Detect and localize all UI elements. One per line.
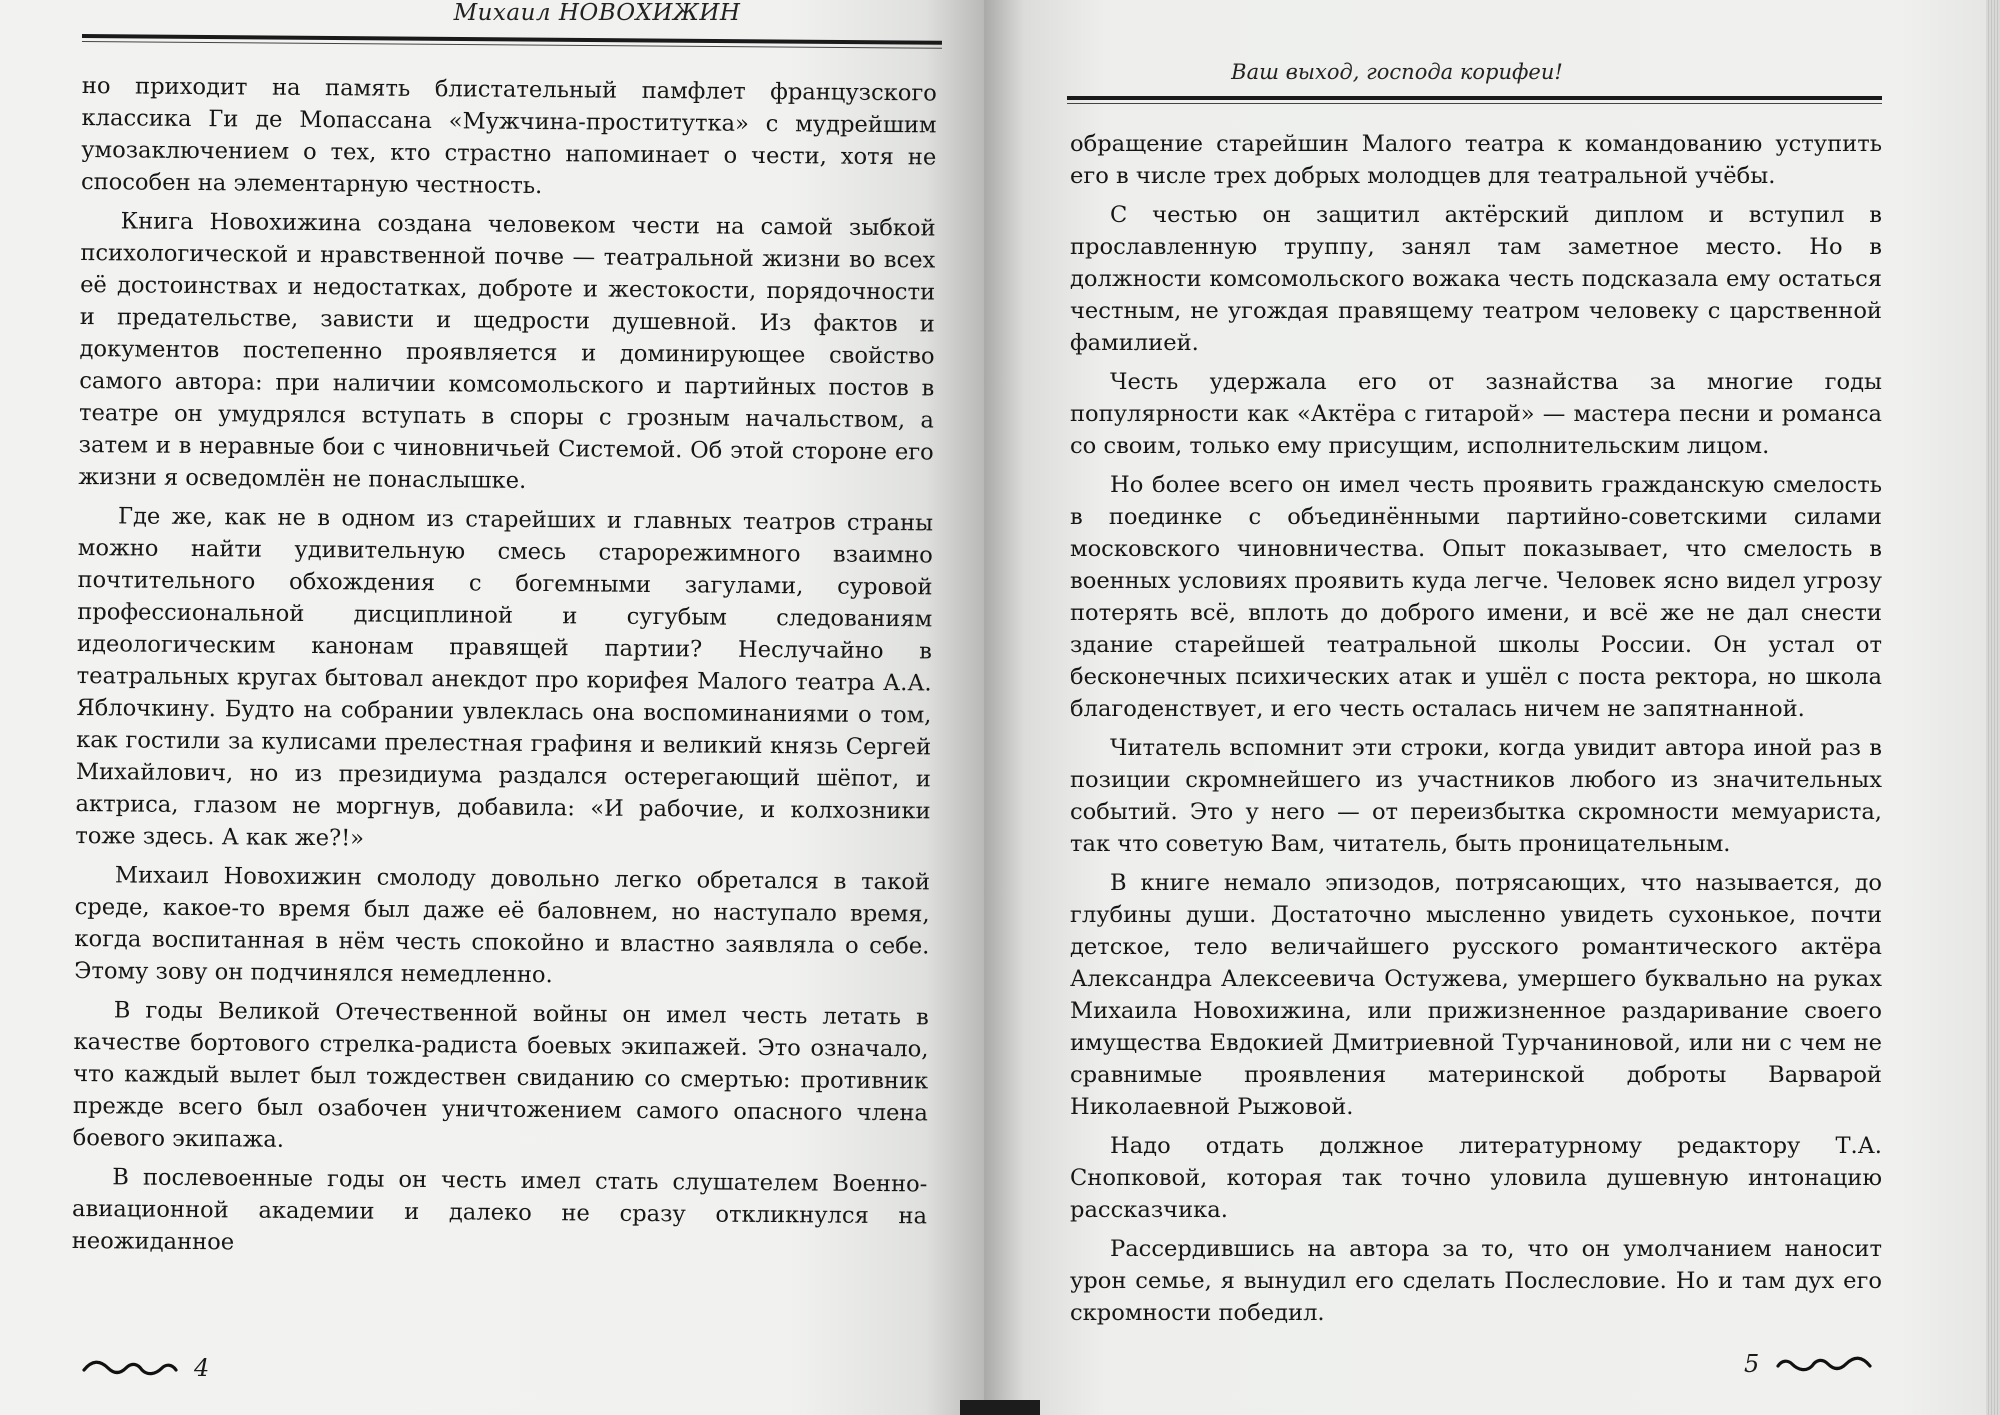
running-header-left <box>82 0 942 62</box>
page-edges <box>1986 0 2000 1415</box>
paragraph: В послевоенные годы он честь имел стать слушателем Военно-авиационной академии и далеко не сразу откликнулся на неожиданное <box>71 1164 928 1256</box>
paragraph: С честью он защитил актёрский диплом и вступил в прославленную труппу, занял там заметное место. Но в должности комсомольского вожака честь подсказала ему остаться честным, не угождая правящему театром человеку с царственной фамилией. <box>1070 202 1882 356</box>
left-page <box>0 0 984 1415</box>
paragraph: В книге немало эпизодов, потрясающих, что называется, до глубины души. Достаточно мысленно увидеть сухонькое, почти детское, тело величайшего русского романтического актёра Александра Алексеевича Остужева, умершего буквально на руках Михаила Новохижина, или прижизненное раздаривание своего имущества Евдокией Дмитриевной Турчаниновой, или ни с чем не сравнимые проявления материнской доброты Варварой Николаевной Рыжовой. <box>1070 870 1882 1120</box>
header-rule-thin <box>1067 103 1882 104</box>
header-rule <box>1067 96 1882 100</box>
gutter-shadow <box>960 1400 1040 1415</box>
paragraph: обращение старейшин Малого театра к командованию уступить его в числе трех добрых молодцев для театральной учёбы. <box>1070 131 1882 189</box>
header-rule <box>82 34 942 45</box>
paragraph: Михаил Новохижин смолоду довольно легко обретался в такой среде, какое-то время был даже её баловнем, но наступало время, когда воспитанная в нём честь спокойно и властно заявляла о себе. Этому зову он подчинялся немедленно. <box>74 862 931 989</box>
paragraph: В годы Великой Отечественной войны он имел честь летать в качестве бортового стрелка-радиста боевых экипажей. Это означало, что каждый вылет был тождествен свиданию со смертью: противник прежде всего был озабочен уничтожением самого опасного члена боевого экипажа. <box>72 997 929 1153</box>
body-text-left <box>72 70 937 1271</box>
page-number-left: 4 <box>194 1354 210 1382</box>
paragraph: Честь удержала его от зазнайства за многие годы популярности как «Актёра с гитарой» — мастера песни и романса со своим, только ему присущим, исполнительским лицом. <box>1070 369 1882 459</box>
paragraph: Надо отдать должное литературному редактору Т.А. Снопковой, которая так точно уловила душевную интонацию рассказчика. <box>1070 1133 1882 1223</box>
flourish-ornament-icon <box>1776 1354 1872 1378</box>
header-title-left: Михаил НОВОХИЖИН <box>453 0 741 26</box>
page-footer-right <box>1744 1350 1879 1384</box>
right-page <box>984 0 2000 1415</box>
flourish-ornament-icon <box>82 1358 178 1382</box>
paragraph: Читатель вспомнит эти строки, когда увидит автора иной раз в позиции скромнейшего из участников любого из значительных событий. Это у него — от переизбытка скромности мемуариста, так что советую Вам, читатель, быть проницательным. <box>1070 735 1882 857</box>
page-number-right: 5 <box>1744 1350 1760 1378</box>
body-text-right <box>1070 128 1882 1336</box>
running-header-right <box>1067 60 1882 110</box>
paragraph: Книга Новохижина создана человеком чести на самой зыбкой психологической и нравственной почве — театральной жизни во всех её достоинствах и недостатках, доброте и жестокости, порядочности и предательстве, зависти и щедрости душевной. Из фактов и документов постепенно проявляется и доминирующее свойство самого автора: при наличии комсомольского и партийных постов в театре он умудрялся вступать в споры с грозным начальством, а затем и в неравные бои с чиновничьей Системой. Об этой стороне его жизни я осведомлён не понаслышке. <box>78 208 936 494</box>
header-title-right: Ваш выход, господа корифеи! <box>1231 60 1563 84</box>
paragraph: Рассердившись на автора за то, что он умолчанием наносит урон семье, я вынудил его сделать Послесловие. Но и там дух его скромности победил. <box>1070 1236 1882 1326</box>
paragraph: Но более всего он имел честь проявить гражданскую смелость в поединке с объединёнными партийно-советскими силами московского чиновничества. Опыт показывает, что смелость в военных условиях проявить куда легче. Человек ясно видел угрозу потерять всё, вплоть до доброго имени, и всё же не дал снести здание старейшей театральной школы России. Он устал от бесконечных психических атак и ушёл с поста ректора, но школа благоденствует, и его честь осталась ничем не запятнанной. <box>1070 472 1882 722</box>
paragraph: Где же, как не в одном из старейших и главных театров страны можно найти удивительную смесь старорежимного взаимно почтительного обхождения с богемными загулами, суровой профессиональной дисциплиной и сугубым следованиям идеологическим канонам правящей партии? Неслучайно в театральных кругах бытовал анекдот про корифея Малого театра А.А. Яблочкину. Будто на собрании увлеклась она воспоминаниями о том, как гостили за кулисами прелестная графиня и великий князь Сергей Михайлович, но из президиума раздался остерегающий шёпот, и актриса, глазом не моргнув, добавила: «И рабочие, и колхозники тоже здесь. А как же?!» <box>75 503 934 852</box>
paragraph: но приходит на память блистательный памфлет французского классика Ги де Мопассана «Мужчина-проститутка» с мудрейшим умозаключением о тех, кто страстно напоминает о чести, хотя не способен на элементарную честность. <box>80 72 937 200</box>
page-footer-left <box>82 1354 212 1388</box>
